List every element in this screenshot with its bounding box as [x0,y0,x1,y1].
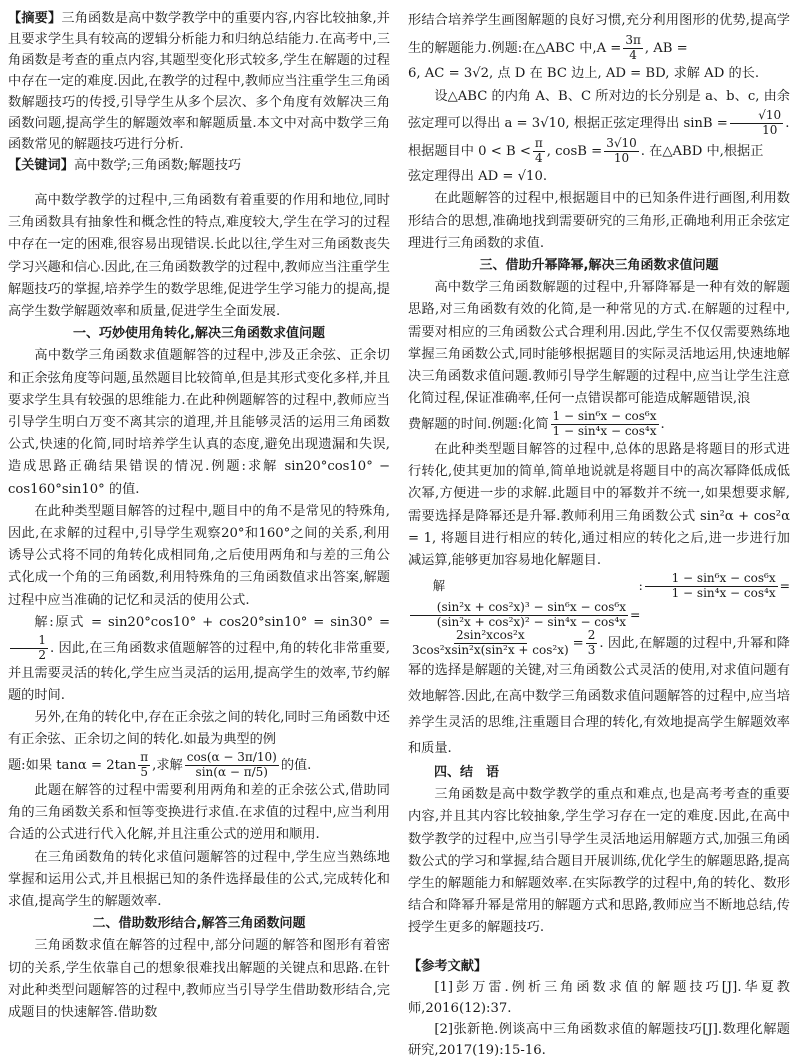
solution-3-fraction-2 [410,601,628,630]
solution-3-rest: . 因此,在解题的过程中,升幂和降幂的选择是解题的关键,对三角函数公式灵活的使用,对求值问题有效地解答.因此,在高中数学三角函数求值问题解答的过程中,应当培养学生灵活的思维,注重题目合理的转化,有效地提高学生解题效率和质量. [408,636,790,757]
right-text-4c: . 在△ABD 中,根据正 [640,144,764,160]
left-column [8,8,390,1024]
cosb-denominator: 10 [613,151,630,166]
solution-3-answer [586,629,598,658]
angle-a-numerator: 3π [625,33,641,47]
example-2-top: cos(α − 3π/10) [186,750,277,765]
cosb-numerator: 3√10 [606,136,637,151]
sinb-numerator: √10 [730,109,783,124]
reference-1: [1]彭万雷.例析三角函数求值的解题技巧[J].华夏教师,2016(12):37. [408,979,790,1016]
section-1-paragraph-1: 高中数学三角函数求值题解答的过程中,涉及正余弦、正余切和正余弦角度等问题,虽然题目比较简单,但是其形式变化多样,并且要求学生具有较强的思维能力.在此种例题解答的过程中,教师应当引导学生明白万变不离其宗的道理,并且能够灵活的运用三角函数公式,快速的化简,同时培养学生认真的态度,避免出现遗漏和失误,造成思路正确结果错误的情况.例题:求解 sin20°cos10° − cos160°sin10° 的值. [8,348,390,497]
sinb-denominator: 10 [762,122,778,137]
angle-a-denominator: 4 [629,47,637,62]
solution-3-answer-den: 3 [587,643,596,658]
solution-3-f1-num: 1 − sin⁶x − cos⁶x [645,572,778,587]
solution-1-rest: . 因此,在三角函数求值题解答的过程中,角的转化非常重要,并且需要灵活的转化,学生应当灵活的运用,提高学生的效率,节约解题的时间. [8,640,390,703]
solution-3 [408,572,790,629]
solution-3-eq-2: = [630,606,641,622]
right-line-5: 弦定理得出 AD = √10. [408,169,548,185]
section-1-heading: 一、巧妙使用角转化,解决三角函数求值问题 [73,326,325,342]
section-3-paragraph-2: 在此种类型题目解答的过程中,总体的思路是将题目的形式进行转化,使其更加的简单,简单地说就是将题目中的高次幂降低成低次幂,方便进一步的求解.此题目中的幂数并不统一,如果想要求解,需要选择是降幂还是升幂.教师利用三角函数公式 sin²α + cos²α = 1, 将题目进行相应的转化,通过相应的转化之后,进一步进行加减运算,能够更加容易地化解题目. [408,442,790,569]
solution-3-eq-1: = [779,578,790,594]
solution-3-continued [408,629,790,762]
section-1-paragraph-2: 在此种类型题目解答的过程中,题目中的角不是常见的特殊角,因此,在求解的过程中,引导学生观察20°和160°之间的关系,利用诱导公式将不同的角转化成相同角,之后使用两角和与差的三角公式化成一个角的三角函数,利用特殊角的三角函数值求出答案,解题过程中应当准确的记忆和灵活的使用公式. [8,503,390,608]
simplify-dot: . [660,417,665,433]
right-paragraph-6: 在此题解答的过程中,根据题目中的已知条件进行画图,利用数形结合的思想,准确地找到需要研究的三角形,正确地利用正余弦定理进行三角函数的求值. [408,191,790,251]
keywords-text: 高中数学;三角函数;解题技巧 [73,158,242,173]
section-4-heading: 四、结 语 [434,765,500,781]
reference-2: [2]张新艳.例谈高中三角函数求值的解题技巧[J].数理化解题研究,2017(19):15-16. [408,1021,790,1058]
right-text-1b: , AB = [644,40,688,56]
section-3-paragraph-1: 高中数学三角函数解题的过程中,升幂降幂是一种有效的解题思路,对三角函数有效的化简,是一种常见的方式.在解题的过程中,需要对相应的三角函数公式合理利用.因此,学生不仅仅需要熟练地掌握三角函数公式,同时能够根据题目的实际灵活地运用,快速地解决三角函数求值问题.教师引导学生解题的过程中,应当让学生注意化简过程,保证准确率,任何一点错误都可能造成解题错误,浪 [408,280,790,407]
section-1-paragraph-5: 在三角函数角的转化求值问题解答的过程中,学生应当熟练地掌握和运用公式,并且根据已知的条件选择最佳的公式,完成转化和求值,提高学生的解题效率. [8,849,390,910]
keywords-tag: 【关键词】 [8,158,74,173]
intro-paragraph: 高中数学教学的过程中,三角函数有着重要的作用和地位,同时三角函数具有抽象性和概念性的特点,难度较大,学生在学习的过程中存在一定的困难,很容易出现错误.长此以往,学生对三角函数丧失学习兴趣和信心.因此,在三角函数教学的过程中,教师应当注重学生解题技巧的掌握,培养学生的数学思维,促进学生学习能力的提高,提高学生数学解题效率和质量,促进学生全面发展. [8,193,390,320]
section-4-paragraph-1: 三角函数是高中数学教学的重点和难点,也是高考考查的重要内容,并且其内容比较抽象,学生学习存在一定的难度.因此,在高中数学教学的过程中,应当引导学生灵活地运用解题方式,加强三角函数公式的学习和掌握,结合题目开展训练,优化学生的解题思路,提高学生的解题能力和解题效率.在实际教学的过程中,角的转化、数形结合和降幂升幂是常用的解题方式和思路,教师应当不断地总结,传授学生更多的解题技巧. [408,787,790,936]
right-line-4 [408,137,790,166]
section-2-heading: 二、借助数形结合,解答三角函数问题 [92,916,306,932]
section-1-paragraph-3: 另外,在角的转化中,存在正余弦之间的转化,同时三角函数中还有正余弦、正余切之间的转化.如最为典型的例 [8,710,390,748]
references-title: 【参考文献】 [408,958,488,974]
solution-3-eq-3: = [572,636,584,652]
solution-3-answer-num: 2 [587,628,596,643]
simplify-fraction [551,410,659,439]
example-2-text: 题:如果 tanα = 2tan [8,758,137,774]
example-2-five: 5 [140,765,149,780]
right-line-2: 6, AC = 3√2, 点 D 在 BC 边上, AD = BD, 求解 AD 的长. [408,65,760,81]
solution-1-fraction [10,634,48,663]
right-line-1 [408,8,790,63]
solution-1 [8,612,390,707]
right-text-1: 形结合培养学生画图解题的良好习惯,充分利用图形的优势,提高学生的解题能力.例题:在△ABC 中,A = [408,13,790,56]
section-2-paragraph-1: 三角函数求值在解答的过程中,部分问题的解答和图形有着密切的关系,学生依靠自己的想象很难找出解题的关键点和思路.在针对此种类型问题解答的过程中,教师应当引导学生借助数形结合,完成题目的快速解答.借助数 [8,938,390,1021]
abstract [8,8,390,155]
simplify-denominator: 1 − sin⁴x − cos⁴x [552,424,657,439]
solution-3-fraction-1 [645,572,778,601]
example-2-text-b: ,求解 [152,758,183,774]
b-bound-fraction [533,137,545,166]
keywords [8,155,390,176]
solution-3-f2-den: (sin²x + cos²x)² − sin⁴x − cos⁴x [436,614,626,629]
references [408,956,790,1061]
angle-a-fraction [623,34,643,63]
solution-3-f2-num: (sin²x + cos²x)³ − sin⁶x − cos⁶x [410,601,628,616]
right-text-3: 设△ABC 的内角 A、B、C 所对边的长分别是 a、b、c, 由余弦定理可以得出 a = 3√10, 根据正弦定理得出 sinB = [408,88,790,131]
right-text-4b: , cosB = [546,144,603,160]
sinb-fraction [730,109,783,138]
b-bound-denominator: 4 [535,151,543,166]
section-3-heading: 三、借助升幂降幂,解决三角函数求值问题 [479,258,719,273]
right-column [408,8,790,1061]
example-2 [8,751,390,780]
right-text-4a: 根据题目中 0 < B < [408,144,531,160]
abstract-tag: 【摘要】 [8,11,62,26]
solution-3-fraction-3 [410,629,571,658]
solution-3-f3-num: 2sin²xcos²x [456,628,525,643]
solution-1-text: 解:原式 = sin20°cos10° + cos20°sin10° = sin30° = [34,614,390,630]
example-2-text-c: 的值. [280,758,312,774]
section-1-paragraph-4: 此题在解答的过程中需要利用两角和差的正余弦公式,借助同角的三角函数关系和恒等变换进行求值.在求值的过程中,应当利用合适的公式进行代入化解,并且注重公式的逆用和顺用. [8,783,390,843]
solution-3-f1-den: 1 − sin⁴x − cos⁴x [671,586,776,601]
right-paragraph-3 [408,85,790,138]
example-2-pi: π [140,750,149,765]
solution-3-label: 解: [432,578,643,594]
cosb-fraction [604,137,639,166]
solution-1-numerator: 1 [10,634,48,649]
section-3-example-text: 费解题的时间.例题:化简 [408,417,549,433]
example-2-pi-fraction [138,751,150,780]
simplify-numerator: 1 − sin⁶x − cos⁶x [552,409,657,424]
right-text-3-end: . [785,115,790,131]
example-2-bottom: sin(α − π/5) [195,765,268,780]
b-bound-numerator: π [534,136,543,151]
example-2-big-fraction [185,751,279,780]
solution-3-f3-den: 3cos²xsin²x(sin²x + cos²x) [412,643,569,658]
solution-1-denominator: 2 [38,647,47,662]
section-3-example [408,410,790,439]
abstract-text: 三角函数是高中数学教学中的重要内容,内容比较抽象,并且要求学生具有较高的逻辑分析能力和归纳总结能力.在高考中,三角函数是考查的重点内容,其题型变化形式较多,学生在解题的过程中存在一定的难度.因此,在教学的过程中,教师应当注重学生三角函数解题技巧的传授,引导学生从多个层次、多个角度有效解决三角函数问题,提高学生的解题效率和解题质量.本文中对高中数学三角函数常见的解题技巧进行分析. [8,11,390,152]
